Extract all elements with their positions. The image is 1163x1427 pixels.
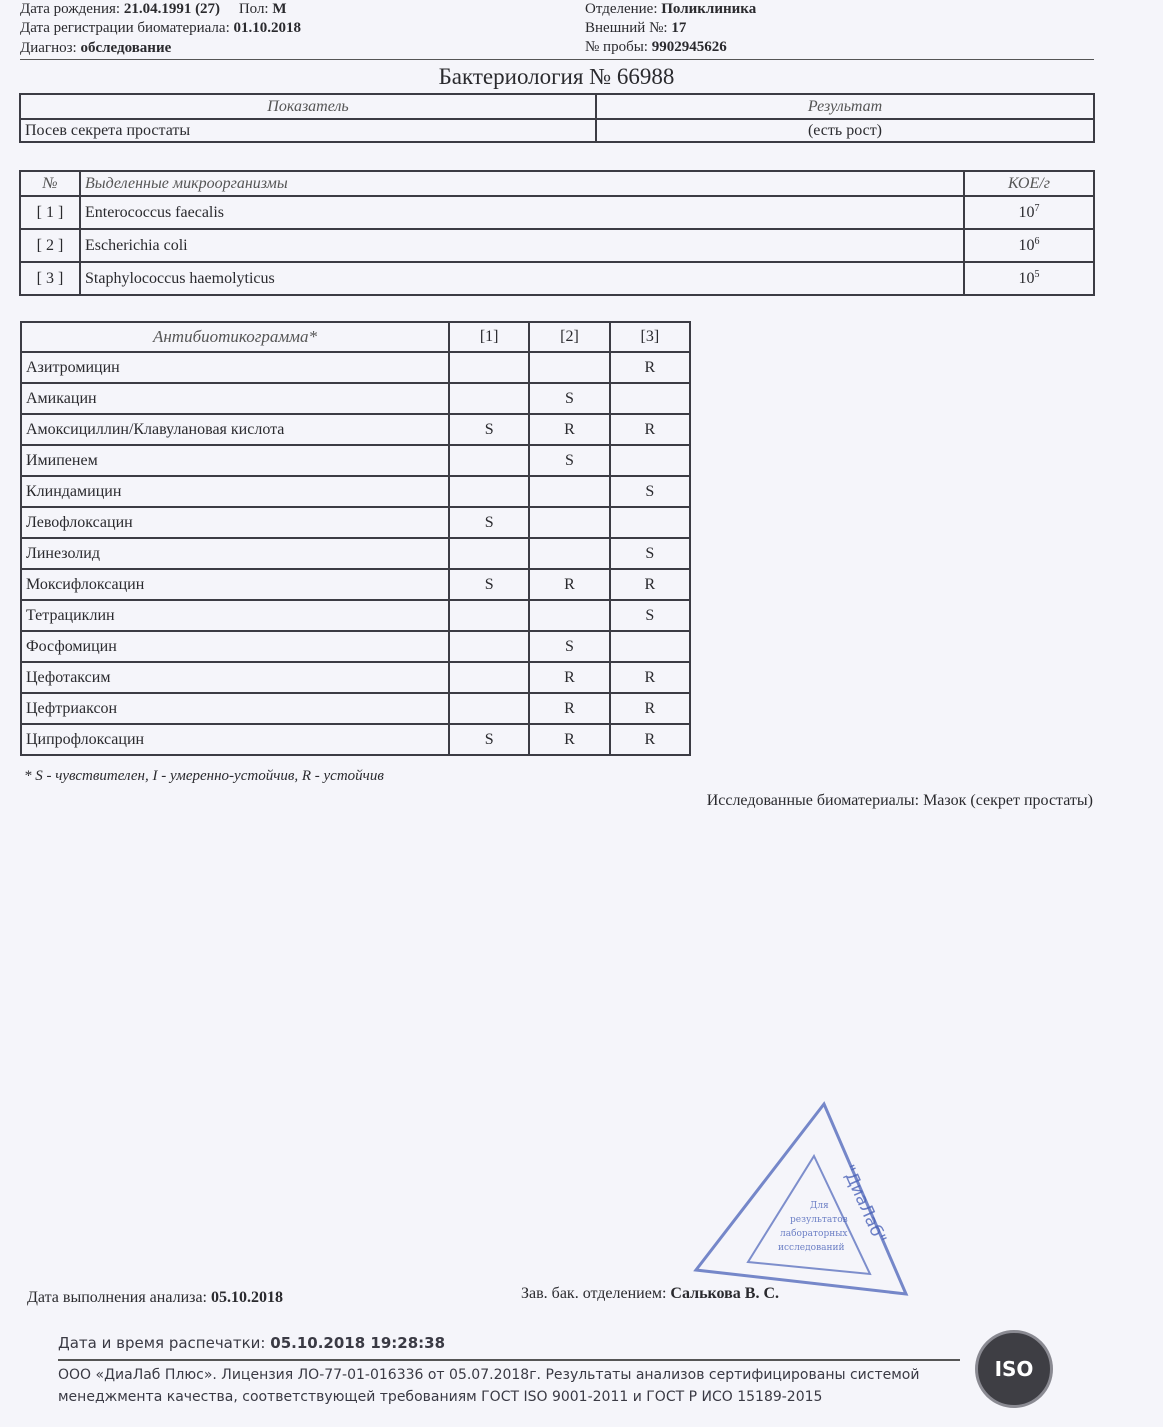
antibiotic-name: Линезолид xyxy=(21,538,449,569)
diagnosis-line xyxy=(20,39,171,58)
organism-name: Enterococcus faecalis xyxy=(80,196,964,229)
sensitivity-1: S xyxy=(449,507,529,538)
cfu-exponent: 6 xyxy=(1034,236,1040,247)
organism-name: Escherichia coli xyxy=(80,229,964,262)
stamp-text-4: исследований xyxy=(778,1243,845,1253)
organism-num: [ 1 ] xyxy=(20,196,80,229)
antibiogram-table xyxy=(20,321,691,756)
organism-cfu xyxy=(964,229,1094,262)
head-of-dept-label: Зав. бак. отделением: xyxy=(521,1285,667,1302)
sensitivity-1 xyxy=(449,693,529,724)
sensitivity-1 xyxy=(449,383,529,414)
sensitivity-3 xyxy=(610,631,690,662)
sensitivity-1 xyxy=(449,445,529,476)
antibiotic-row xyxy=(21,662,690,693)
sensitivity-1 xyxy=(449,600,529,631)
sample-value: 9902945626 xyxy=(651,39,727,55)
summary-table xyxy=(19,93,1095,143)
sensitivity-2 xyxy=(529,352,609,383)
organisms-table xyxy=(19,170,1095,296)
stamp-text-1: Для xyxy=(810,1201,829,1211)
completion-value: 05.10.2018 xyxy=(211,1289,283,1306)
head-of-dept-value: Салькова В. С. xyxy=(670,1285,779,1302)
antibiotic-row xyxy=(21,538,690,569)
antibiotic-row xyxy=(21,600,690,631)
organism-row xyxy=(20,229,1094,262)
dob-value: 21.04.1991 (27) xyxy=(123,1,221,17)
cfu-exponent: 7 xyxy=(1034,203,1040,214)
cfu-base: 10 xyxy=(1018,270,1035,287)
print-value: 05.10.2018 19:28:38 xyxy=(270,1334,445,1352)
footer-divider xyxy=(58,1359,960,1361)
cfu-exponent: 5 xyxy=(1034,269,1040,280)
sensitivity-2: S xyxy=(529,631,609,662)
antibiotic-row xyxy=(21,724,690,755)
indicator-cell: Посев секрета простаты xyxy=(20,119,596,142)
antibiotic-name: Моксифлоксацин xyxy=(21,569,449,600)
cfu-header: КОЕ/г xyxy=(964,171,1094,196)
antibiotic-row xyxy=(21,414,690,445)
sample-label: № пробы: xyxy=(585,39,648,55)
organism-row xyxy=(20,196,1094,229)
col-2-header: [2] xyxy=(529,322,609,352)
dob-label: Дата рождения: xyxy=(20,1,121,17)
reg-label: Дата регистрации биоматериала: xyxy=(20,20,230,36)
organism-cfu xyxy=(964,262,1094,295)
sensitivity-2 xyxy=(529,538,609,569)
sensitivity-3: R xyxy=(610,662,690,693)
organism-name: Staphylococcus haemolyticus xyxy=(80,262,964,295)
antibiotic-row xyxy=(21,507,690,538)
sensitivity-3: R xyxy=(610,352,690,383)
footer-line-2: менеджмента качества, соответствующей требованиям ГОСТ ISO 9001-2011 и ГОСТ Р ИСО 15189-2015 xyxy=(58,1389,823,1405)
sensitivity-2: S xyxy=(529,445,609,476)
print-label: Дата и время распечатки: xyxy=(58,1334,266,1352)
sensitivity-1 xyxy=(449,631,529,662)
reg-value: 01.10.2018 xyxy=(233,20,301,36)
sensitivity-1: S xyxy=(449,569,529,600)
external-number-value: 17 xyxy=(671,20,687,36)
sensitivity-1 xyxy=(449,352,529,383)
antibiotic-name: Тетрациклин xyxy=(21,600,449,631)
antibiotic-row xyxy=(21,476,690,507)
sensitivity-3: S xyxy=(610,538,690,569)
organism-num: [ 3 ] xyxy=(20,262,80,295)
biomaterial-note: Исследованные биоматериалы: Мазок (секрет простаты) xyxy=(706,792,1093,809)
external-number-label: Внешний №: xyxy=(585,20,668,36)
antibiotic-name: Цефтриаксон xyxy=(21,693,449,724)
dob-line xyxy=(20,0,287,19)
sensitivity-2: S xyxy=(529,383,609,414)
header-divider xyxy=(20,59,1094,60)
sensitivity-2 xyxy=(529,600,609,631)
sensitivity-2: R xyxy=(529,693,609,724)
antibiotic-row xyxy=(21,631,690,662)
antibiotic-name: Фосфомицин xyxy=(21,631,449,662)
antibiogram-header: Антибиотикограмма* xyxy=(21,322,449,352)
dept-value: Поликлиника xyxy=(661,1,757,17)
antibiotic-name: Левофлоксацин xyxy=(21,507,449,538)
sensitivity-3 xyxy=(610,507,690,538)
stamp-text-3: лабораторных xyxy=(780,1229,848,1239)
col-1-header: [1] xyxy=(449,322,529,352)
iso-logo: ISO xyxy=(975,1330,1053,1408)
antibiotic-name: Азитромицин xyxy=(21,352,449,383)
sensitivity-3 xyxy=(610,383,690,414)
sensitivity-3 xyxy=(610,445,690,476)
organism-row xyxy=(20,262,1094,295)
antibiotic-row xyxy=(21,352,690,383)
antibiotic-row xyxy=(21,445,690,476)
antibiotic-name: Цефотаксим xyxy=(21,662,449,693)
antibiotic-name: Амоксициллин/Клавулановая кислота xyxy=(21,414,449,445)
footer-line-1: ООО «ДиаЛаб Плюс». Лицензия ЛО-77-01-016336 от 05.07.2018г. Результаты анализов сертифицированы системой xyxy=(58,1367,920,1383)
sensitivity-1: S xyxy=(449,724,529,755)
col-3-header: [3] xyxy=(610,322,690,352)
antibiotic-name: Клиндамицин xyxy=(21,476,449,507)
completion-label: Дата выполнения анализа: xyxy=(27,1289,207,1306)
print-line xyxy=(58,1334,445,1352)
diagnosis-value: обследование xyxy=(80,40,172,56)
sensitivity-2: R xyxy=(529,569,609,600)
external-number-line xyxy=(585,19,686,38)
sensitivity-1 xyxy=(449,538,529,569)
sex-label: Пол: xyxy=(238,1,269,17)
dept-line xyxy=(585,0,756,19)
result-cell: (есть рост) xyxy=(596,119,1094,142)
antibiotic-name: Амикацин xyxy=(21,383,449,414)
sensitivity-3: S xyxy=(610,600,690,631)
sensitivity-3: R xyxy=(610,569,690,600)
result-header: Результат xyxy=(596,94,1094,119)
organism-cfu xyxy=(964,196,1094,229)
legend-note: * S - чувствителен, I - умеренно-устойчив, R - устойчив xyxy=(24,768,384,784)
lab-stamp xyxy=(692,1098,912,1298)
diagnosis-label: Диагноз: xyxy=(20,40,77,56)
sensitivity-3: R xyxy=(610,693,690,724)
reg-line xyxy=(20,19,301,38)
antibiotic-name: Имипенем xyxy=(21,445,449,476)
organism-header: Выделенные микроорганизмы xyxy=(80,171,964,196)
stamp-text-2: результатов xyxy=(790,1215,848,1225)
sensitivity-2: R xyxy=(529,724,609,755)
sensitivity-1: S xyxy=(449,414,529,445)
sensitivity-2 xyxy=(529,476,609,507)
cfu-base: 10 xyxy=(1018,237,1035,254)
sensitivity-3: R xyxy=(610,724,690,755)
sensitivity-3: R xyxy=(610,414,690,445)
sample-line xyxy=(585,38,727,57)
sensitivity-2 xyxy=(529,507,609,538)
sex-value: М xyxy=(272,1,287,17)
indicator-header: Показатель xyxy=(20,94,596,119)
organism-num: [ 2 ] xyxy=(20,229,80,262)
antibiotic-row xyxy=(21,569,690,600)
cfu-base: 10 xyxy=(1018,204,1035,221)
dept-label: Отделение: xyxy=(585,1,658,17)
completion-line xyxy=(27,1289,283,1307)
sensitivity-3: S xyxy=(610,476,690,507)
antibiotic-row xyxy=(21,383,690,414)
sensitivity-1 xyxy=(449,476,529,507)
sensitivity-2: R xyxy=(529,414,609,445)
num-header: № xyxy=(20,171,80,196)
antibiotic-row xyxy=(21,693,690,724)
antibiotic-name: Ципрофлоксацин xyxy=(21,724,449,755)
sensitivity-2: R xyxy=(529,662,609,693)
page-title: Бактериология № 66988 xyxy=(438,64,675,89)
stamp-brand: "ДиаЛаб" xyxy=(837,1161,890,1247)
sensitivity-1 xyxy=(449,662,529,693)
